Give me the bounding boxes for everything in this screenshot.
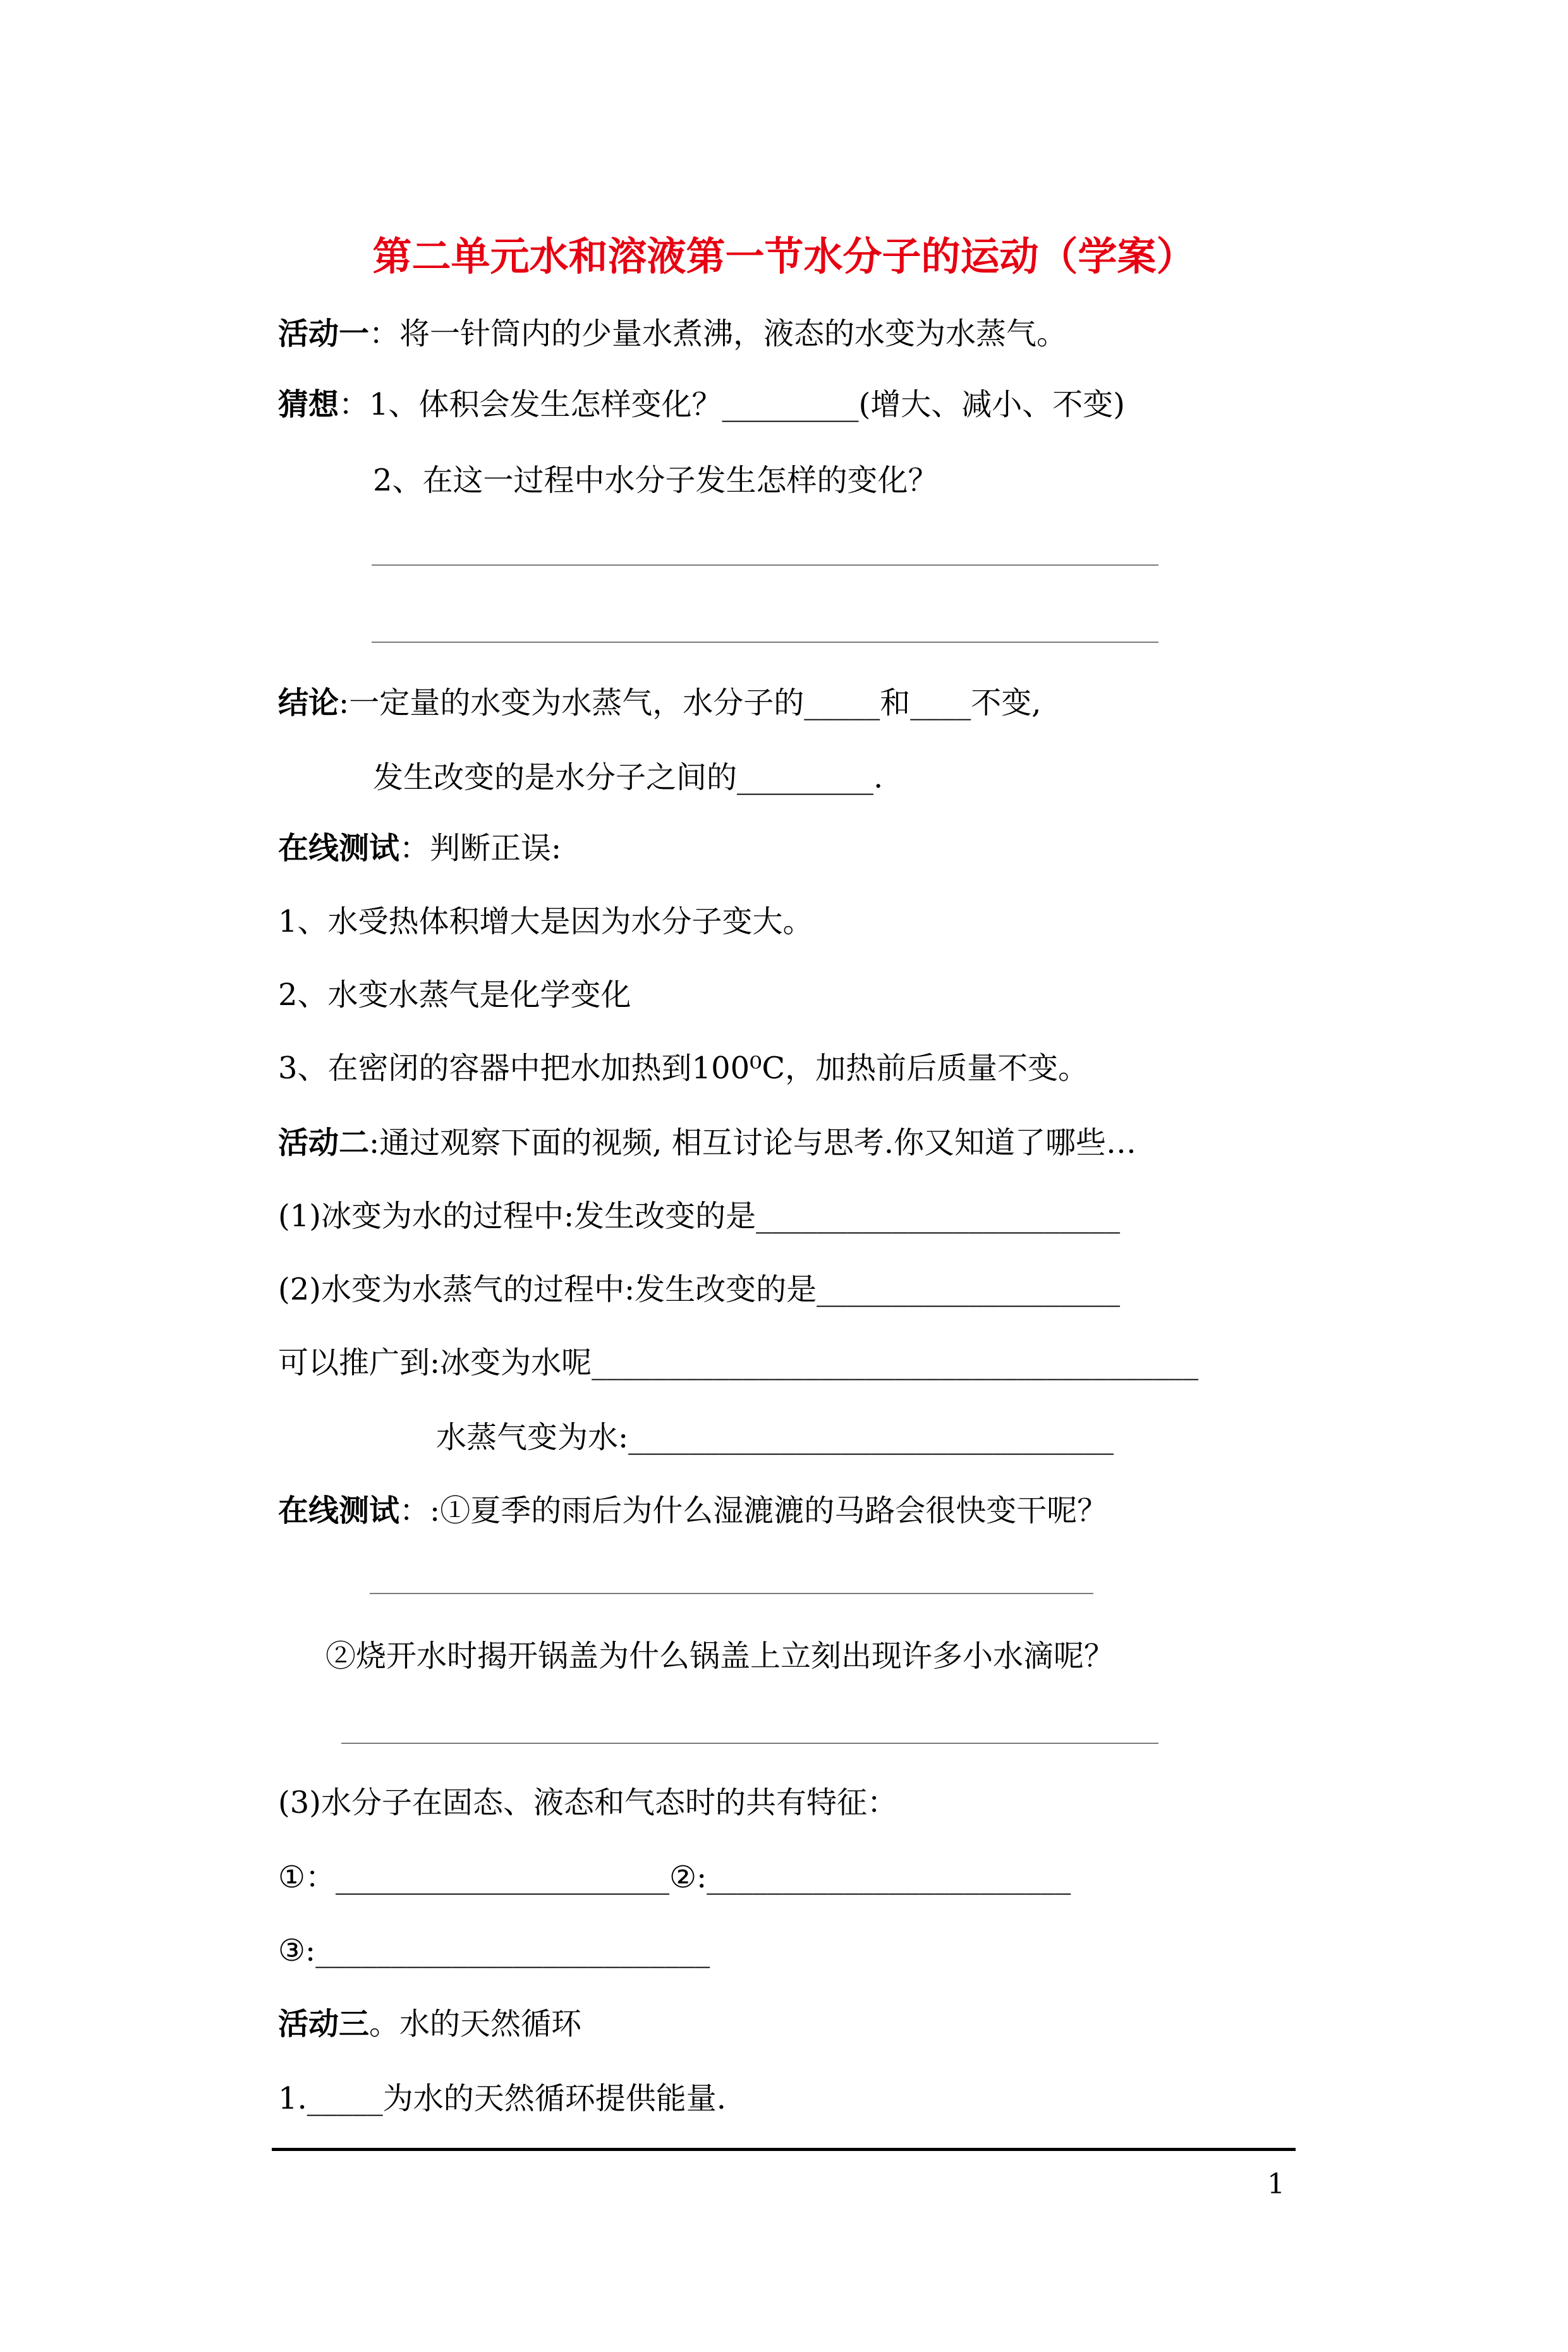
- guess-q1: ：1、体积会发生怎样变化？_________(增大、减小、不变): [339, 387, 1126, 422]
- activity1-line: [278, 315, 1067, 353]
- test2-q1-line: [278, 1492, 1107, 1530]
- conclusion-line2: 发生改变的是水分子之间的_________.: [373, 760, 884, 795]
- test2-feature-3: ③:__________________________: [278, 1933, 710, 1968]
- guess-q1-line: [278, 386, 1125, 423]
- activity3-label: 活动三: [278, 2006, 370, 2042]
- activity2-line: [278, 1124, 1136, 1162]
- answer-blank-line: [370, 1593, 1093, 1594]
- test1-intro: ：判断正误:: [399, 831, 562, 866]
- activity2-q2: (2)水变为水蒸气的过程中:发生改变的是____________________: [278, 1272, 1121, 1307]
- guess-label: 猜想: [278, 387, 339, 422]
- test2-q3: (3)水分子在固态、液态和气态时的共有特征：: [278, 1785, 897, 1820]
- activity2-q3: 可以推广到:冰变为水呢________________________________________: [278, 1345, 1199, 1380]
- activity3-text: 。水的天然循环: [369, 2006, 582, 2042]
- answer-blank-line: [372, 564, 1158, 566]
- activity1-label: 活动一: [278, 316, 370, 351]
- page-number: 1: [1267, 2168, 1285, 2200]
- test2-q2: ②烧开水时揭开锅盖为什么锅盖上立刻出现许多小水滴呢？: [325, 1638, 1115, 1674]
- guess-q2: 2、在这一过程中水分子发生怎样的变化？: [373, 463, 939, 498]
- answer-blank-line: [341, 1743, 1158, 1744]
- test2-q1: ：:①夏季的雨后为什么湿漉漉的马路会很快变干呢？: [399, 1493, 1108, 1528]
- answer-blank-line: [372, 642, 1158, 643]
- footer-rule: [272, 2148, 1296, 2151]
- test1-heading: [278, 829, 561, 867]
- activity2-label: 活动二: [278, 1125, 370, 1161]
- test2-label: 在线测试: [278, 1493, 400, 1528]
- test1-item: 1、水受热体积增大是因为水分子变大。: [278, 904, 813, 939]
- activity2-q1: (1)冰变为水的过程中:发生改变的是________________________: [278, 1198, 1121, 1234]
- conclusion-line1: [278, 684, 1041, 722]
- conclusion-text1: :一定量的水变为水蒸气，水分子的_____和____不变,: [339, 685, 1042, 721]
- activity3-q1: 1._____为水的天然循环提供能量.: [278, 2081, 727, 2116]
- activity2-text: :通过观察下面的视频, 相互讨论与思考.你又知道了哪些…: [369, 1125, 1136, 1161]
- activity3-line: [278, 2005, 581, 2043]
- test1-item: 3、在密闭的容器中把水加热到100⁰C，加热前后质量不变。: [278, 1051, 1089, 1086]
- activity1-text: ：将一针筒内的少量水煮沸，液态的水变为水蒸气。: [369, 316, 1067, 351]
- test2-features-1-2: ①：______________________②:________________________: [278, 1860, 1071, 1895]
- conclusion-label: 结论: [278, 685, 339, 721]
- test1-label: 在线测试: [278, 831, 400, 866]
- activity2-q4: 水蒸气变为水:________________________________: [436, 1420, 1114, 1455]
- test1-item: 2、水变水蒸气是化学变化: [278, 977, 631, 1013]
- page-title: 第二单元水和溶液第一节水分子的运动（学案）: [372, 233, 1196, 279]
